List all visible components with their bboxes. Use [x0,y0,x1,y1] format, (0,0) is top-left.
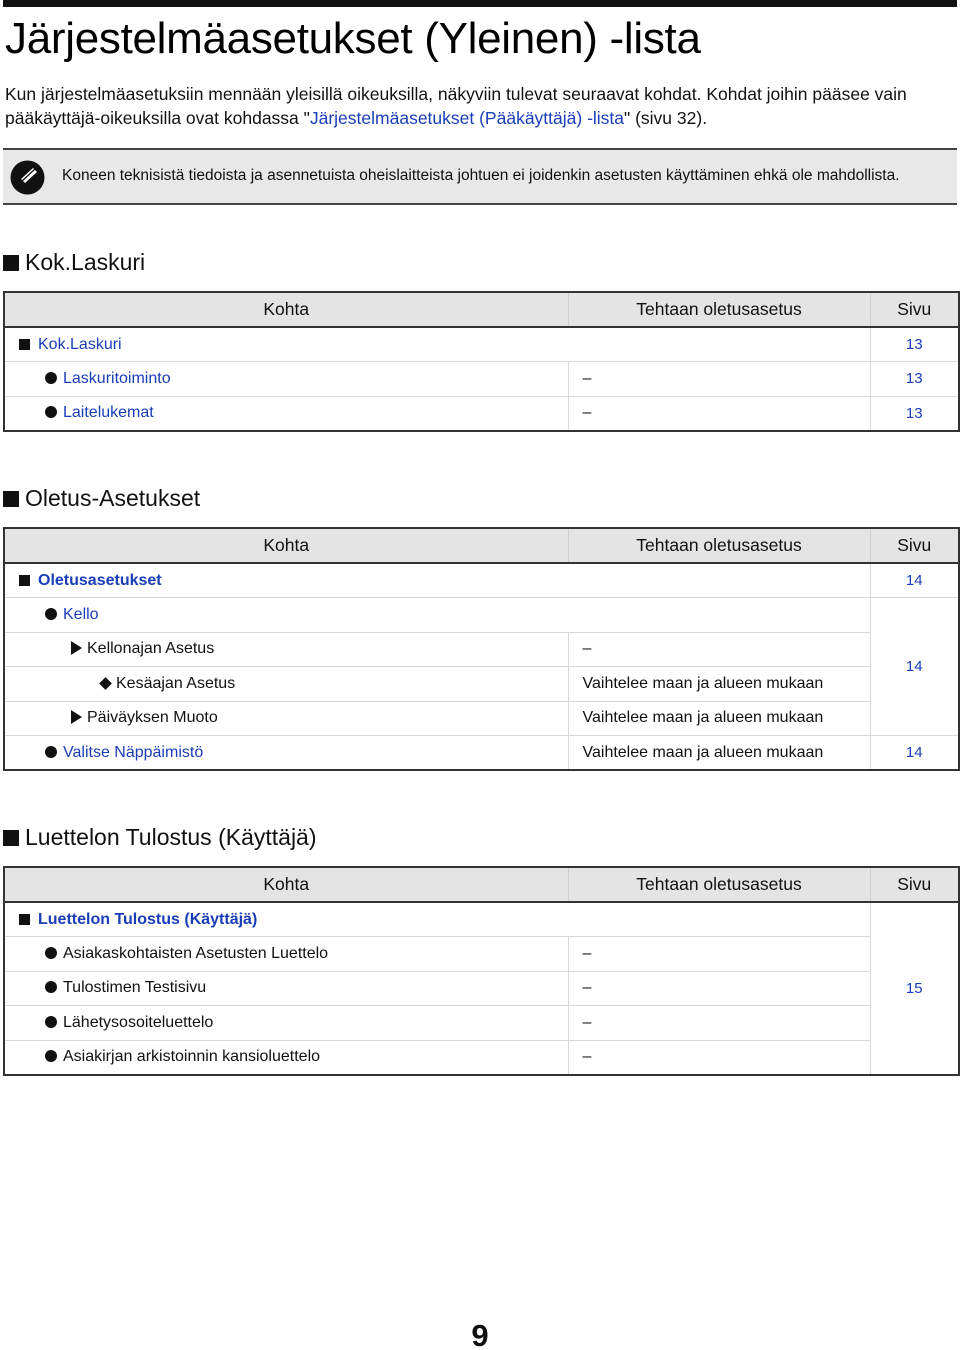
item-label: Kellonajan Asetus [87,640,215,658]
item-cell [4,937,568,972]
header-default: Tehtaan oletusasetus [568,867,870,902]
table-kok-laskuri [3,291,960,432]
group-label-cell [4,327,568,362]
item-cell [4,362,568,397]
square-bullet-icon [3,830,19,846]
table-row [4,327,959,362]
triangle-bullet-icon [71,710,82,724]
item-cell [4,667,568,702]
intro-link[interactable]: Järjestelmäasetukset (Pääkäyttäjä) -lista [309,108,625,128]
default-cell: Vaihtelee maan ja alueen mukaan [568,667,870,702]
table-header-row [4,528,959,563]
header-item: Kohta [4,867,568,902]
item-link[interactable]: Kello [63,605,99,623]
circle-bullet-icon [45,1050,57,1062]
item-label: Lähetysosoiteluettelo [63,1013,214,1031]
section-heading-text: Kok.Laskuri [25,249,146,275]
header-default: Tehtaan oletusasetus [568,292,870,327]
circle-bullet-icon [45,981,57,993]
square-bullet-icon [19,914,30,925]
header-page: Sivu [870,528,959,563]
table-row [4,1006,959,1041]
header-item: Kohta [4,292,568,327]
group-link[interactable]: Oletusasetukset [38,571,162,589]
top-rule [3,0,957,7]
table-row [4,971,959,1006]
item-cell [4,632,568,667]
page-cell[interactable]: 14 [870,736,959,771]
table-row [4,362,959,397]
item-cell [4,971,568,1006]
default-cell: – [568,362,870,397]
table-row [4,632,959,667]
intro-paragraph [5,82,955,130]
group-link[interactable]: Luettelon Tulostus (Käyttäjä) [38,910,258,928]
triangle-bullet-icon [71,641,82,655]
default-cell: Vaihtelee maan ja alueen mukaan [568,701,870,736]
page-title: Järjestelmäasetukset (Yleinen) -lista [5,14,701,63]
table-row [4,1040,959,1075]
pencil-note-icon [9,159,46,196]
table-row [4,396,959,431]
circle-bullet-icon [45,1016,57,1028]
item-label: Asiakirjan arkistoinnin kansioluettelo [63,1048,321,1065]
diamond-bullet-icon [99,677,112,690]
page-cell[interactable]: 14 [870,563,959,598]
table-row [4,937,959,972]
square-bullet-icon [19,339,30,350]
item-cell [4,701,568,736]
page-cell[interactable]: 15 [870,902,959,1075]
circle-bullet-icon [45,947,57,959]
item-label: Tulostimen Testisivu [63,979,207,997]
table-row [4,667,959,702]
table-luettelon-tulostus [3,866,960,1076]
circle-bullet-icon [45,372,57,384]
item-label: Asiakaskohtaisten Asetusten Luettelo [63,944,329,962]
section-heading-text: Luettelon Tulostus (Käyttäjä) [25,824,317,850]
header-item: Kohta [4,528,568,563]
note-text: Koneen teknisistä tiedoista ja asennetuista oheislaitteista johtuen ei joidenkin asetusten käyttäminen ehkä ole mahdollista. [62,167,900,184]
table-row [4,902,959,937]
table-row [4,736,959,771]
default-cell: – [568,632,870,667]
section-heading-kok-laskuri [3,249,145,276]
empty-cell [568,327,870,362]
table-oletus-asetukset [3,527,960,771]
section-heading-text: Oletus-Asetukset [25,485,201,511]
header-page: Sivu [870,292,959,327]
default-cell: – [568,937,870,972]
page-cell[interactable]: 13 [870,327,959,362]
item-cell [4,1006,568,1041]
item-cell [4,736,568,771]
default-cell: – [568,1006,870,1041]
table-row [4,701,959,736]
section-heading-luettelon-tulostus [3,824,317,851]
page-cell[interactable]: 14 [870,598,959,736]
group-label-cell [4,563,568,598]
default-cell: – [568,396,870,431]
item-cell [4,396,568,431]
square-bullet-icon [3,255,19,271]
table-row [4,563,959,598]
header-default: Tehtaan oletusasetus [568,528,870,563]
intro-text-2: " (sivu 32). [624,108,708,128]
default-cell: – [568,971,870,1006]
item-link[interactable]: Valitse Näppäimistö [63,743,204,761]
intro-text-1: Kun järjestelmäasetuksiin mennään yleisillä oikeuksilla, näkyviin tulevat seuraavat kohdat. Kohdat joihin pääsee vain pääkäyttäjä-oikeuksilla ovat kohdassa " [5,84,907,128]
header-page: Sivu [870,867,959,902]
section-heading-oletus-asetukset [3,485,200,512]
item-link[interactable]: Laskuritoiminto [63,369,171,387]
table-header-row [4,292,959,327]
note-box [3,148,957,205]
default-cell: Vaihtelee maan ja alueen mukaan [568,736,870,771]
page-cell[interactable]: 13 [870,396,959,431]
empty-cell [568,563,870,598]
table-row [4,598,959,633]
page-cell[interactable]: 13 [870,362,959,397]
circle-bullet-icon [45,608,57,620]
item-label: Päiväyksen Muoto [87,709,218,727]
default-cell [568,598,870,633]
group-label-cell [4,902,568,937]
group-link[interactable]: Kok.Laskuri [38,335,122,353]
item-cell [4,598,568,633]
circle-bullet-icon [45,406,57,418]
item-link[interactable]: Laitelukemat [63,404,154,421]
square-bullet-icon [19,575,30,586]
page-number: 9 [471,1318,489,1350]
item-cell [4,1040,568,1075]
item-label: Kesäajan Asetus [116,674,236,692]
table-header-row [4,867,959,902]
empty-cell [568,902,870,937]
circle-bullet-icon [45,746,57,758]
default-cell: – [568,1040,870,1075]
square-bullet-icon [3,491,19,507]
